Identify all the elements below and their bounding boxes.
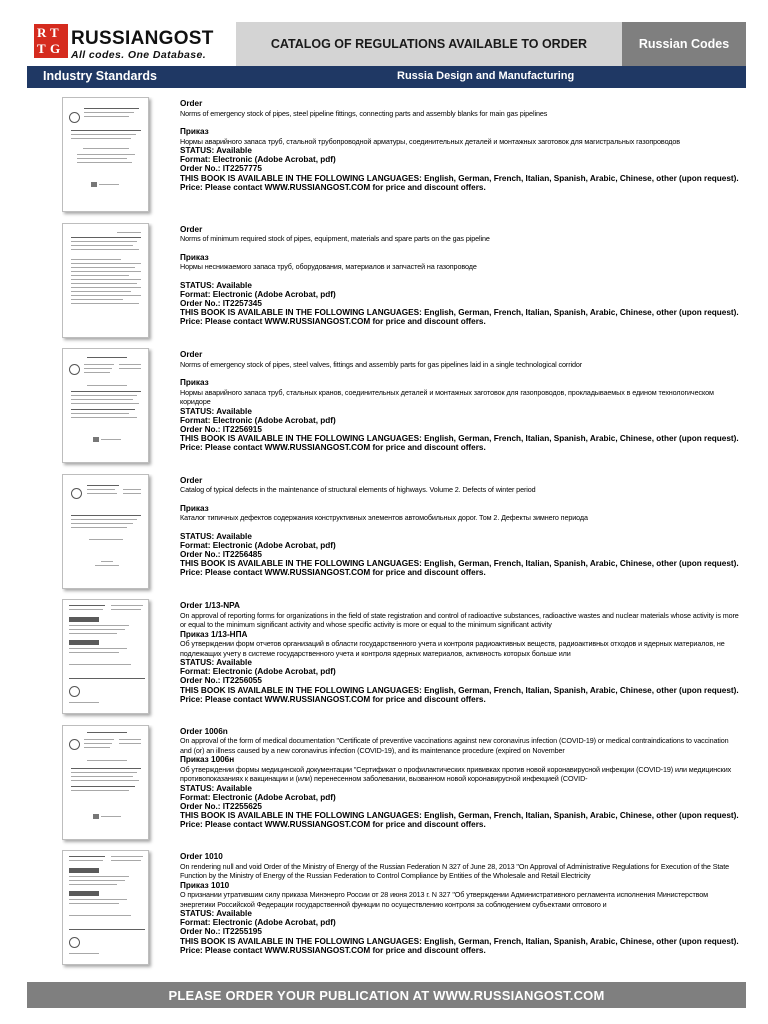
entry-order-no: Order No.: IT2255195 — [180, 927, 262, 937]
entry-price: Price: Please contact WWW.RUSSIANGOST.COM for price and discount offers. — [180, 182, 486, 192]
entry-status: STATUS: Available — [180, 783, 252, 793]
entry-label-en: Order 1010 — [180, 852, 223, 861]
section-right-title: Russia Design and Manufacturing — [397, 70, 575, 82]
entry-title-en: On rendering null and void Order of the Ministry of Energy of the Russian Federation N 327 of June 28, 2013 "On Approval of Administrative Regulations for Execution of the State Function by the Ministry of Energy of the Russian Federation to Control Compliance by Entities of the Wholesale and Retail Electricity — [180, 861, 729, 880]
catalog-entry — [62, 599, 742, 725]
entry-label-ru: Приказ — [180, 503, 209, 513]
entry-title-en: Catalog of typical defects in the maintenance of structural elements of highways. Volume 2. Defects of winter period — [180, 485, 536, 494]
entry-order-no: Order No.: IT2256915 — [180, 424, 262, 434]
entry-text — [180, 225, 742, 327]
logo[interactable] — [34, 22, 234, 62]
entry-title-ru: Каталог типичных дефектов содержания конструктивных элементов автомобильных дорог. Том 2. Дефекты зимнего периода — [180, 513, 588, 522]
entry-languages: THIS BOOK IS AVAILABLE IN THE FOLLOWING LANGUAGES: English, German, French, Italian, Spanish, Arabic, Chinese, other (upon request). — [180, 685, 739, 695]
entry-label-en: Order — [180, 350, 203, 359]
entry-title-ru: Нормы аварийного запаса труб, стальной трубопроводной арматуры, соединительных деталей и монтажных заготовок для магистральных газопроводов — [180, 136, 681, 146]
entry-languages: THIS BOOK IS AVAILABLE IN THE FOLLOWING LANGUAGES: English, German, French, Italian, Spanish, Arabic, Chinese, other (upon request). — [180, 173, 739, 183]
entry-label-en: Order 1006n — [180, 726, 228, 736]
entry-format: Format: Electronic (Adobe Acrobat, pdf) — [180, 792, 336, 802]
page-header — [0, 0, 768, 66]
entry-label-ru: Приказ 1/13-НПА — [180, 629, 248, 639]
entry-label-ru: Приказ — [180, 252, 209, 262]
entry-status: STATUS: Available — [180, 531, 252, 541]
entry-price: Price: Please contact WWW.RUSSIANGOST.COM for price and discount offers. — [180, 317, 486, 327]
entry-title-en: Norms of minimum required stock of pipes, equipment, materials and spare parts on the gas pipeline — [180, 234, 490, 243]
entry-languages: THIS BOOK IS AVAILABLE IN THE FOLLOWING LANGUAGES: English, German, French, Italian, Spanish, Arabic, Chinese, other (upon request). — [180, 936, 739, 946]
entry-title-ru: Нормы аварийного запаса труб, стальных кранов, соединительных деталей и монтажных заготовок для газопроводов, прокладываемых в едином технологическом коридоре — [180, 387, 714, 406]
entry-price: Price: Please contact WWW.RUSSIANGOST.COM for price and discount offers. — [180, 443, 486, 453]
brand-name: RUSSIANGOST — [71, 28, 214, 49]
entry-order-no: Order No.: IT2257345 — [180, 298, 262, 308]
entry-price: Price: Please contact WWW.RUSSIANGOST.COM for price and discount offers. — [180, 568, 486, 578]
entry-status: STATUS: Available — [180, 146, 252, 155]
brand-tagline: All codes. One Database. — [71, 49, 207, 61]
catalog-title: CATALOG OF REGULATIONS AVAILABLE TO ORDER — [270, 37, 588, 51]
entry-price: Price: Please contact WWW.RUSSIANGOST.COM for price and discount offers. — [180, 694, 486, 704]
document-thumbnail[interactable] — [62, 474, 149, 589]
entry-status: STATUS: Available — [180, 909, 252, 918]
entry-title-ru: Нормы неснижаемого запаса труб, оборудования, материалов и запчастей на газопроводе — [180, 262, 477, 271]
order-banner[interactable] — [27, 982, 746, 1008]
entry-text — [180, 99, 742, 192]
document-thumbnail[interactable] — [62, 599, 149, 714]
seal-icon — [71, 488, 82, 499]
document-thumbnail[interactable] — [62, 850, 149, 965]
entry-title-ru: О признании утратившим силу приказа Минэнерго России от 28 июня 2013 г. N 327 "Об утверждении Административного регламента исполнения Министерством энергетики Российской Федерации государственной функции по осуществлению контроля за соблюдением субъектами оптового и — [180, 890, 709, 909]
entry-format: Format: Electronic (Adobe Acrobat, pdf) — [180, 918, 336, 928]
entry-text — [180, 727, 742, 830]
russian-codes-tab[interactable] — [622, 22, 746, 66]
logo-letter: T — [50, 25, 59, 40]
russian-codes-label: Russian Codes — [638, 37, 730, 51]
entry-format: Format: Electronic (Adobe Acrobat, pdf) — [180, 540, 336, 550]
entry-status: STATUS: Available — [180, 658, 252, 667]
entry-label-en: Order — [180, 224, 203, 234]
entry-format: Format: Electronic (Adobe Acrobat, pdf) — [180, 667, 336, 677]
entry-text — [180, 601, 742, 704]
entry-status: STATUS: Available — [180, 406, 252, 416]
entry-label-ru: Приказ — [180, 378, 209, 387]
entry-label-ru: Приказ 1006н — [180, 755, 235, 764]
entry-status: STATUS: Available — [180, 280, 252, 290]
entry-order-no: Order No.: IT2256055 — [180, 676, 262, 686]
entry-title-en: Norms of emergency stock of pipes, steel pipeline fittings, connecting parts and assembly blanks for main gas pipelines — [180, 108, 548, 118]
entry-title-en: On approval of reporting forms for organizations in the field of state registration and control of radioactive substances, radioactive wastes and nuclear materials whose activity is more or equal to the minimum significant activity and whose specific activity is more or equal to the minimum significant activity — [180, 610, 739, 629]
entry-languages: THIS BOOK IS AVAILABLE IN THE FOLLOWING LANGUAGES: English, German, French, Italian, Spanish, Arabic, Chinese, other (upon request). — [180, 434, 739, 444]
logo-letter: G — [50, 41, 61, 56]
entry-text — [180, 476, 742, 578]
seal-icon — [69, 937, 80, 948]
entry-price: Price: Please contact WWW.RUSSIANGOST.COM for price and discount offers. — [180, 945, 486, 955]
document-thumbnail[interactable] — [62, 97, 149, 212]
entry-languages: THIS BOOK IS AVAILABLE IN THE FOLLOWING LANGUAGES: English, German, French, Italian, Spanish, Arabic, Chinese, other (upon request). — [180, 308, 739, 318]
catalog-entry — [62, 223, 742, 349]
entry-text — [180, 852, 742, 955]
qr-mark-icon — [93, 437, 99, 442]
section-left-title: Industry Standards — [43, 69, 157, 83]
entry-label-en: Order 1/13-NPA — [180, 601, 240, 610]
catalog-title-bar — [236, 22, 622, 66]
entry-format: Format: Electronic (Adobe Acrobat, pdf) — [180, 155, 336, 165]
entry-title-ru: Об утверждении форм отчетов организаций в области государственного учета и контроля радиоактивных веществ, радиоактивных отходов и ядерных материалов, не подлежащих учету в системе государственного учета и контроля ядерных материалов, активность которых больше или — [180, 639, 725, 658]
seal-icon — [69, 112, 80, 123]
qr-mark-icon — [91, 182, 97, 187]
catalog-entry — [62, 97, 742, 223]
seal-icon — [69, 686, 80, 697]
entry-title-en: On approval of the form of medical documentation "Certificate of preventive vaccinations against new coronavirus infection (COVID-19) or medical contraindications to vaccination and (or) an illness caused by a new coronavirus infection (COVID-19), and its maintenance procedure (expired on November — [180, 736, 729, 755]
logo-letter: R — [37, 25, 47, 40]
entry-order-no: Order No.: IT2256485 — [180, 549, 262, 559]
catalog-entry — [62, 474, 742, 600]
entry-title-en: Norms of emergency stock of pipes, steel valves, fittings and assembly parts for gas pipelines laid in a single technological corridor — [180, 359, 583, 369]
entry-label-en: Order — [180, 99, 203, 108]
entry-format: Format: Electronic (Adobe Acrobat, pdf) — [180, 289, 336, 299]
entry-label-ru: Приказ 1010 — [180, 880, 230, 890]
entry-languages: THIS BOOK IS AVAILABLE IN THE FOLLOWING LANGUAGES: English, German, French, Italian, Spanish, Arabic, Chinese, other (upon request). — [180, 559, 739, 569]
logo-mark — [34, 24, 68, 58]
seal-icon — [69, 739, 80, 750]
entry-title-ru: Об утверждении формы медицинской документации "Сертификат о профилактических прививках против новой коронавирусной инфекции (COVID-19) или медицинских противопоказаниях к вакцинации и (или) перенесенном заболевании, вызванном новой коронавирусной инфекцией (COVID- — [180, 764, 732, 783]
catalog-list — [62, 97, 742, 976]
document-thumbnail[interactable] — [62, 725, 149, 840]
entry-languages: THIS BOOK IS AVAILABLE IN THE FOLLOWING LANGUAGES: English, German, French, Italian, Spanish, Arabic, Chinese, other (upon request). — [180, 811, 739, 821]
catalog-entry — [62, 850, 742, 976]
entry-order-no: Order No.: IT2257775 — [180, 164, 262, 174]
section-bar — [27, 66, 746, 88]
catalog-entry — [62, 348, 742, 474]
entry-label-ru: Приказ — [180, 127, 209, 136]
seal-icon — [69, 364, 80, 375]
qr-mark-icon — [93, 814, 99, 819]
logo-letter: T — [37, 41, 46, 56]
entry-format: Format: Electronic (Adobe Acrobat, pdf) — [180, 415, 336, 425]
entry-order-no: Order No.: IT2255625 — [180, 801, 262, 811]
catalog-entry — [62, 725, 742, 851]
document-thumbnail[interactable] — [62, 223, 149, 338]
document-thumbnail[interactable] — [62, 348, 149, 463]
entry-price: Price: Please contact WWW.RUSSIANGOST.COM for price and discount offers. — [180, 820, 486, 830]
entry-text — [180, 350, 742, 453]
entry-label-en: Order — [180, 475, 203, 485]
order-banner-text: PLEASE ORDER YOUR PUBLICATION AT WWW.RUSSIANGOST.COM — [168, 987, 605, 1003]
